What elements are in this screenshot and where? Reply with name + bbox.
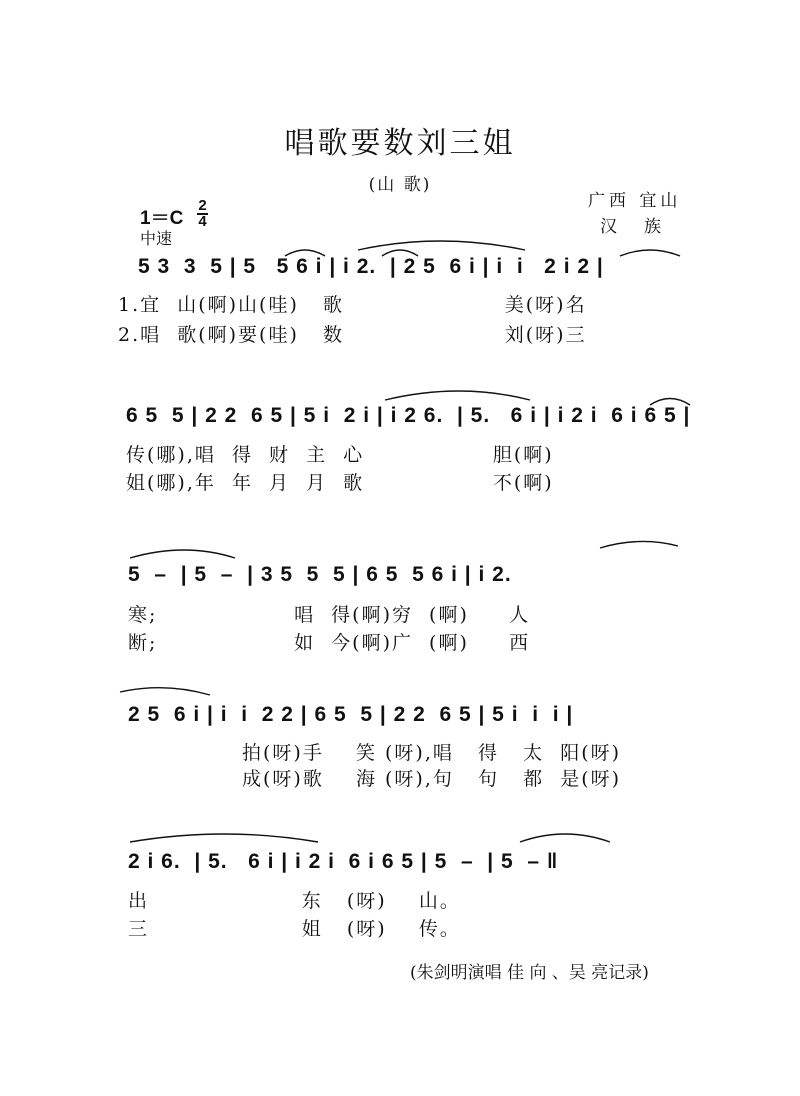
time-signature-bottom: 4: [198, 213, 207, 230]
slur: [130, 834, 318, 842]
notation-line-2: 6 5 5 | 2 2 6 5 | 5 i 2 i | i 2 6. | 5. 6 i | i 2 i 6 i 6 5 |: [126, 404, 691, 427]
lyric-line-1-verse-2: 2.唱 歌(啊)要(哇) 数 刘(呀)三: [118, 324, 587, 346]
song-subtitle: (山 歌): [368, 175, 432, 195]
slur: [620, 250, 680, 256]
origin-ethnicity: 汉 族: [600, 217, 662, 237]
lyric-line-1-verse-1: 1.宜 山(啊)山(哇) 歌 美(呀)名: [118, 294, 587, 316]
slur: [520, 834, 610, 842]
notation-line-4: 2 5 6 i | i i 2 2 | 6 5 5 | 2 2 6 5 | 5 i i i |: [128, 703, 574, 726]
lyric-line-3-verse-2: 断; 如 今(啊)广 (啊) 西: [128, 632, 531, 654]
origin-region: 广西 宜山: [588, 191, 682, 211]
slur: [600, 541, 678, 548]
lyric-line-2-verse-1: 传(哪),唱 得 财 主 心 胆(啊): [126, 444, 554, 466]
time-signature-top: 2: [198, 197, 207, 214]
performance-credit: (朱剑明演唱 佳 向 、吴 亮记录): [410, 963, 649, 983]
slur: [130, 550, 235, 558]
slur: [285, 250, 325, 256]
slur: [650, 399, 690, 406]
notation-line-5: 2 i 6. | 5. 6 i | i 2 i 6 i 6 5 | 5 – | 5 – ‖: [128, 850, 559, 873]
notation-line-3: 5 – | 5 – | 3 5 5 5 | 6 5 5 6 i | i 2.: [128, 563, 512, 586]
slur: [382, 250, 418, 256]
lyric-line-2-verse-2: 姐(哪),年 年 月 月 歌 不(啊): [126, 472, 554, 494]
lyric-line-5-verse-1: 出 东 (呀) 山。: [128, 890, 461, 912]
lyric-line-4-verse-2: 成(呀)歌 海 (呀),句 句 都 是(呀): [242, 768, 622, 790]
slur: [385, 391, 530, 400]
song-title: 唱歌要数刘三姐: [284, 126, 516, 161]
lyric-line-4-verse-1: 拍(呀)手 笑 (呀),唱 得 太 阳(呀): [242, 742, 622, 764]
tempo-marking: 中速: [140, 229, 173, 248]
lyric-line-5-verse-2: 三 姐 (呀) 传。: [128, 918, 461, 940]
key-signature: 1＝C: [140, 208, 184, 229]
lyric-line-3-verse-1: 寒; 唱 得(啊)穷 (啊) 人: [128, 604, 531, 626]
slur: [120, 688, 210, 695]
notation-line-1: 5 3 3 5 | 5 5 6 i | i 2. | 2 5 6 i | i i 2 i 2 |: [138, 255, 604, 278]
slur: [358, 241, 525, 250]
